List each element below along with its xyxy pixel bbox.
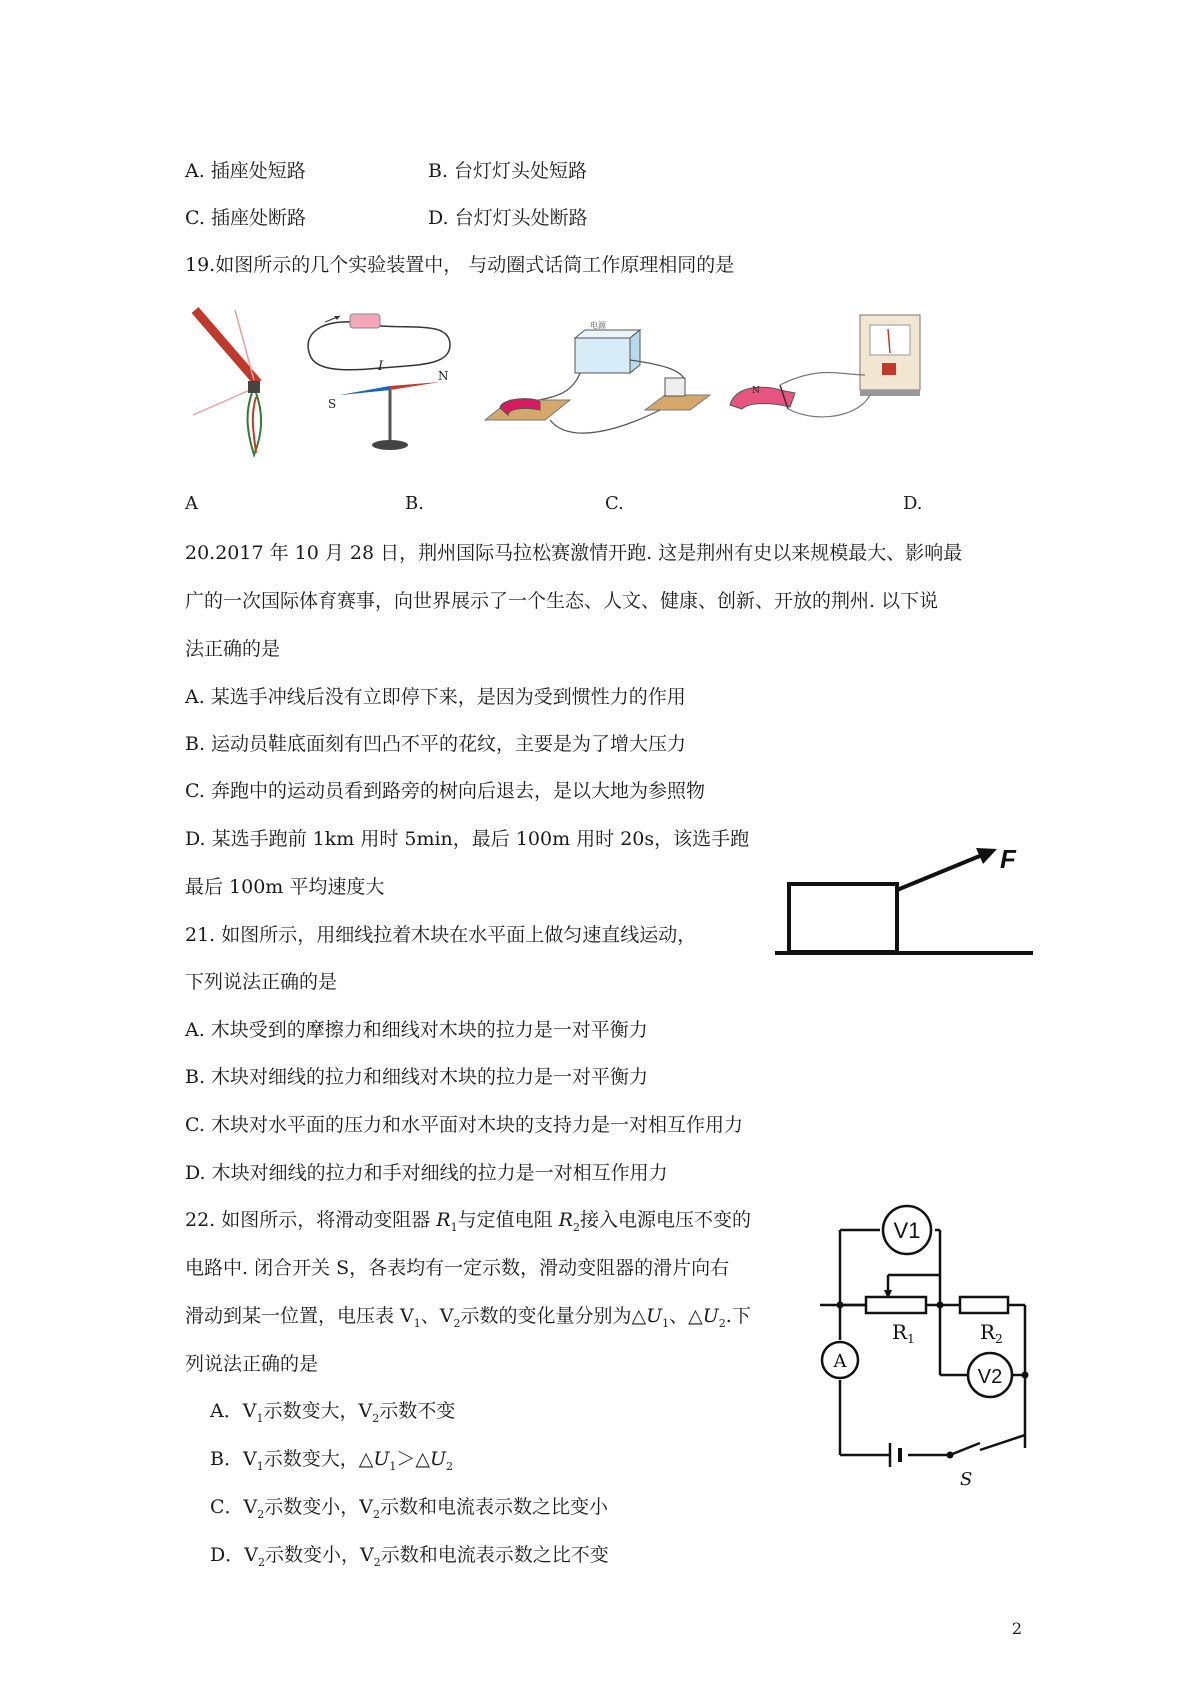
q22-circuit-v1-label: V1	[893, 1218, 921, 1243]
q19-label-a: A	[185, 493, 198, 514]
q18-option-b: B. 台灯灯头处短路	[428, 160, 588, 182]
q19-stem: 19.如图所示的几个实验装置中， 与动圈式话筒工作原理相同的是	[185, 254, 735, 276]
q21-option-a: A. 木块受到的摩擦力和细线对木块的拉力是一对平衡力	[185, 1019, 648, 1041]
q22-circuit-switch-label: S	[960, 1469, 973, 1490]
q21-option-d: D. 木块对细线的拉力和手对细线的拉力是一对相互作用力	[185, 1162, 668, 1184]
q22-stem-line1: 22. 如图所示，将滑动变阻器 $R_1$与定值电阻 $R_2$接入电源电压不变的	[185, 1209, 751, 1234]
q21-option-c: C. 木块对水平面的压力和水平面对木块的支持力是一对相互作用力	[185, 1114, 743, 1136]
q19-figure-b	[290, 300, 460, 460]
q22-option-b: B．$V_1$示数变大，$\triangle U_1>\triangle U_2$	[210, 1448, 453, 1473]
q20-option-d-line2: 最后 100m 平均速度大	[185, 876, 385, 898]
q22-circuit-r1-label: $R_1$	[892, 1320, 915, 1346]
q22-option-c: C．$V_2$示数变小，$V_2$示数和电流表示数之比变小	[210, 1496, 609, 1521]
q21-figure	[775, 840, 1035, 960]
q19-figure-b-s-label: S	[328, 397, 337, 411]
q21-stem-line1: 21. 如图所示，用细线拉着木块在水平面上做匀速直线运动，	[185, 924, 697, 946]
q22-circuit-r2-label: $R_2$	[980, 1320, 1003, 1346]
q21-force-label: F	[1000, 844, 1016, 874]
q19-label-c: C.	[605, 493, 624, 514]
q21-option-b: B. 木块对细线的拉力和细线对木块的拉力是一对平衡力	[185, 1066, 649, 1088]
q18-option-c: C. 插座处断路	[185, 207, 306, 229]
q19-figure-c	[480, 320, 710, 445]
q21-stem-line2: 下列说法正确的是	[185, 971, 338, 993]
q20-option-c: C. 奔跑中的运动员看到路旁的树向后退去，是以大地为参照物	[185, 780, 705, 802]
q19-figure-d-n-label: N	[752, 386, 760, 396]
q22-circuit-v2-label: V2	[977, 1366, 1003, 1388]
q20-option-b: B. 运动员鞋底面刻有凹凸不平的花纹，主要是为了增大压力	[185, 733, 687, 755]
q19-figure-d	[720, 305, 930, 455]
q18-option-a: A. 插座处短路	[185, 160, 306, 182]
q19-figure-c-box-label: 电源	[590, 321, 606, 330]
q19-figure-a	[190, 305, 280, 460]
q19-figure-b-current-label: I	[378, 359, 384, 374]
page-number: 2	[1011, 1619, 1022, 1638]
q22-circuit-ammeter-label: A	[833, 1351, 847, 1372]
q20-stem-line3: 法正确的是	[185, 638, 281, 660]
q20-stem-line1: 20.2017 年 10 月 28 日，荆州国际马拉松赛激情开跑. 这是荆州有史以来规模最大、影响最	[185, 542, 963, 564]
q22-stem-line2: 电路中. 闭合开关 S，各表均有一定示数，滑动变阻器的滑片向右	[185, 1257, 730, 1279]
q19-label-d: D.	[903, 493, 923, 514]
q20-option-a: A. 某选手冲线后没有立即停下来，是因为受到惯性力的作用	[185, 686, 686, 708]
q22-option-a: A．$V_1$示数变大，$V_2$示数不变	[210, 1400, 456, 1425]
q22-stem-line4: 列说法正确的是	[185, 1353, 319, 1375]
q20-option-d-line1: D. 某选手跑前 1km 用时 5min，最后 100m 用时 20s，该选手跑	[185, 828, 750, 850]
q22-circuit-diagram	[820, 1215, 1045, 1490]
q19-figure-b-n-label: N	[438, 369, 449, 383]
q22-option-d: D．$V_2$示数变小，$V_2$示数和电流表示数之比不变	[210, 1544, 609, 1569]
q18-option-d: D. 台灯灯头处断路	[428, 207, 588, 229]
q20-stem-line2: 广的一次国际体育赛事，向世界展示了一个生态、人文、健康、创新、开放的荆州. 以下说	[185, 590, 939, 612]
q19-label-b: B.	[405, 493, 424, 514]
q22-stem-line3: 滑动到某一位置，电压表 $V_1$、$V_2$示数的变化量分别为$\triangle U_1$、$\triangle U_2$.下	[185, 1305, 751, 1330]
